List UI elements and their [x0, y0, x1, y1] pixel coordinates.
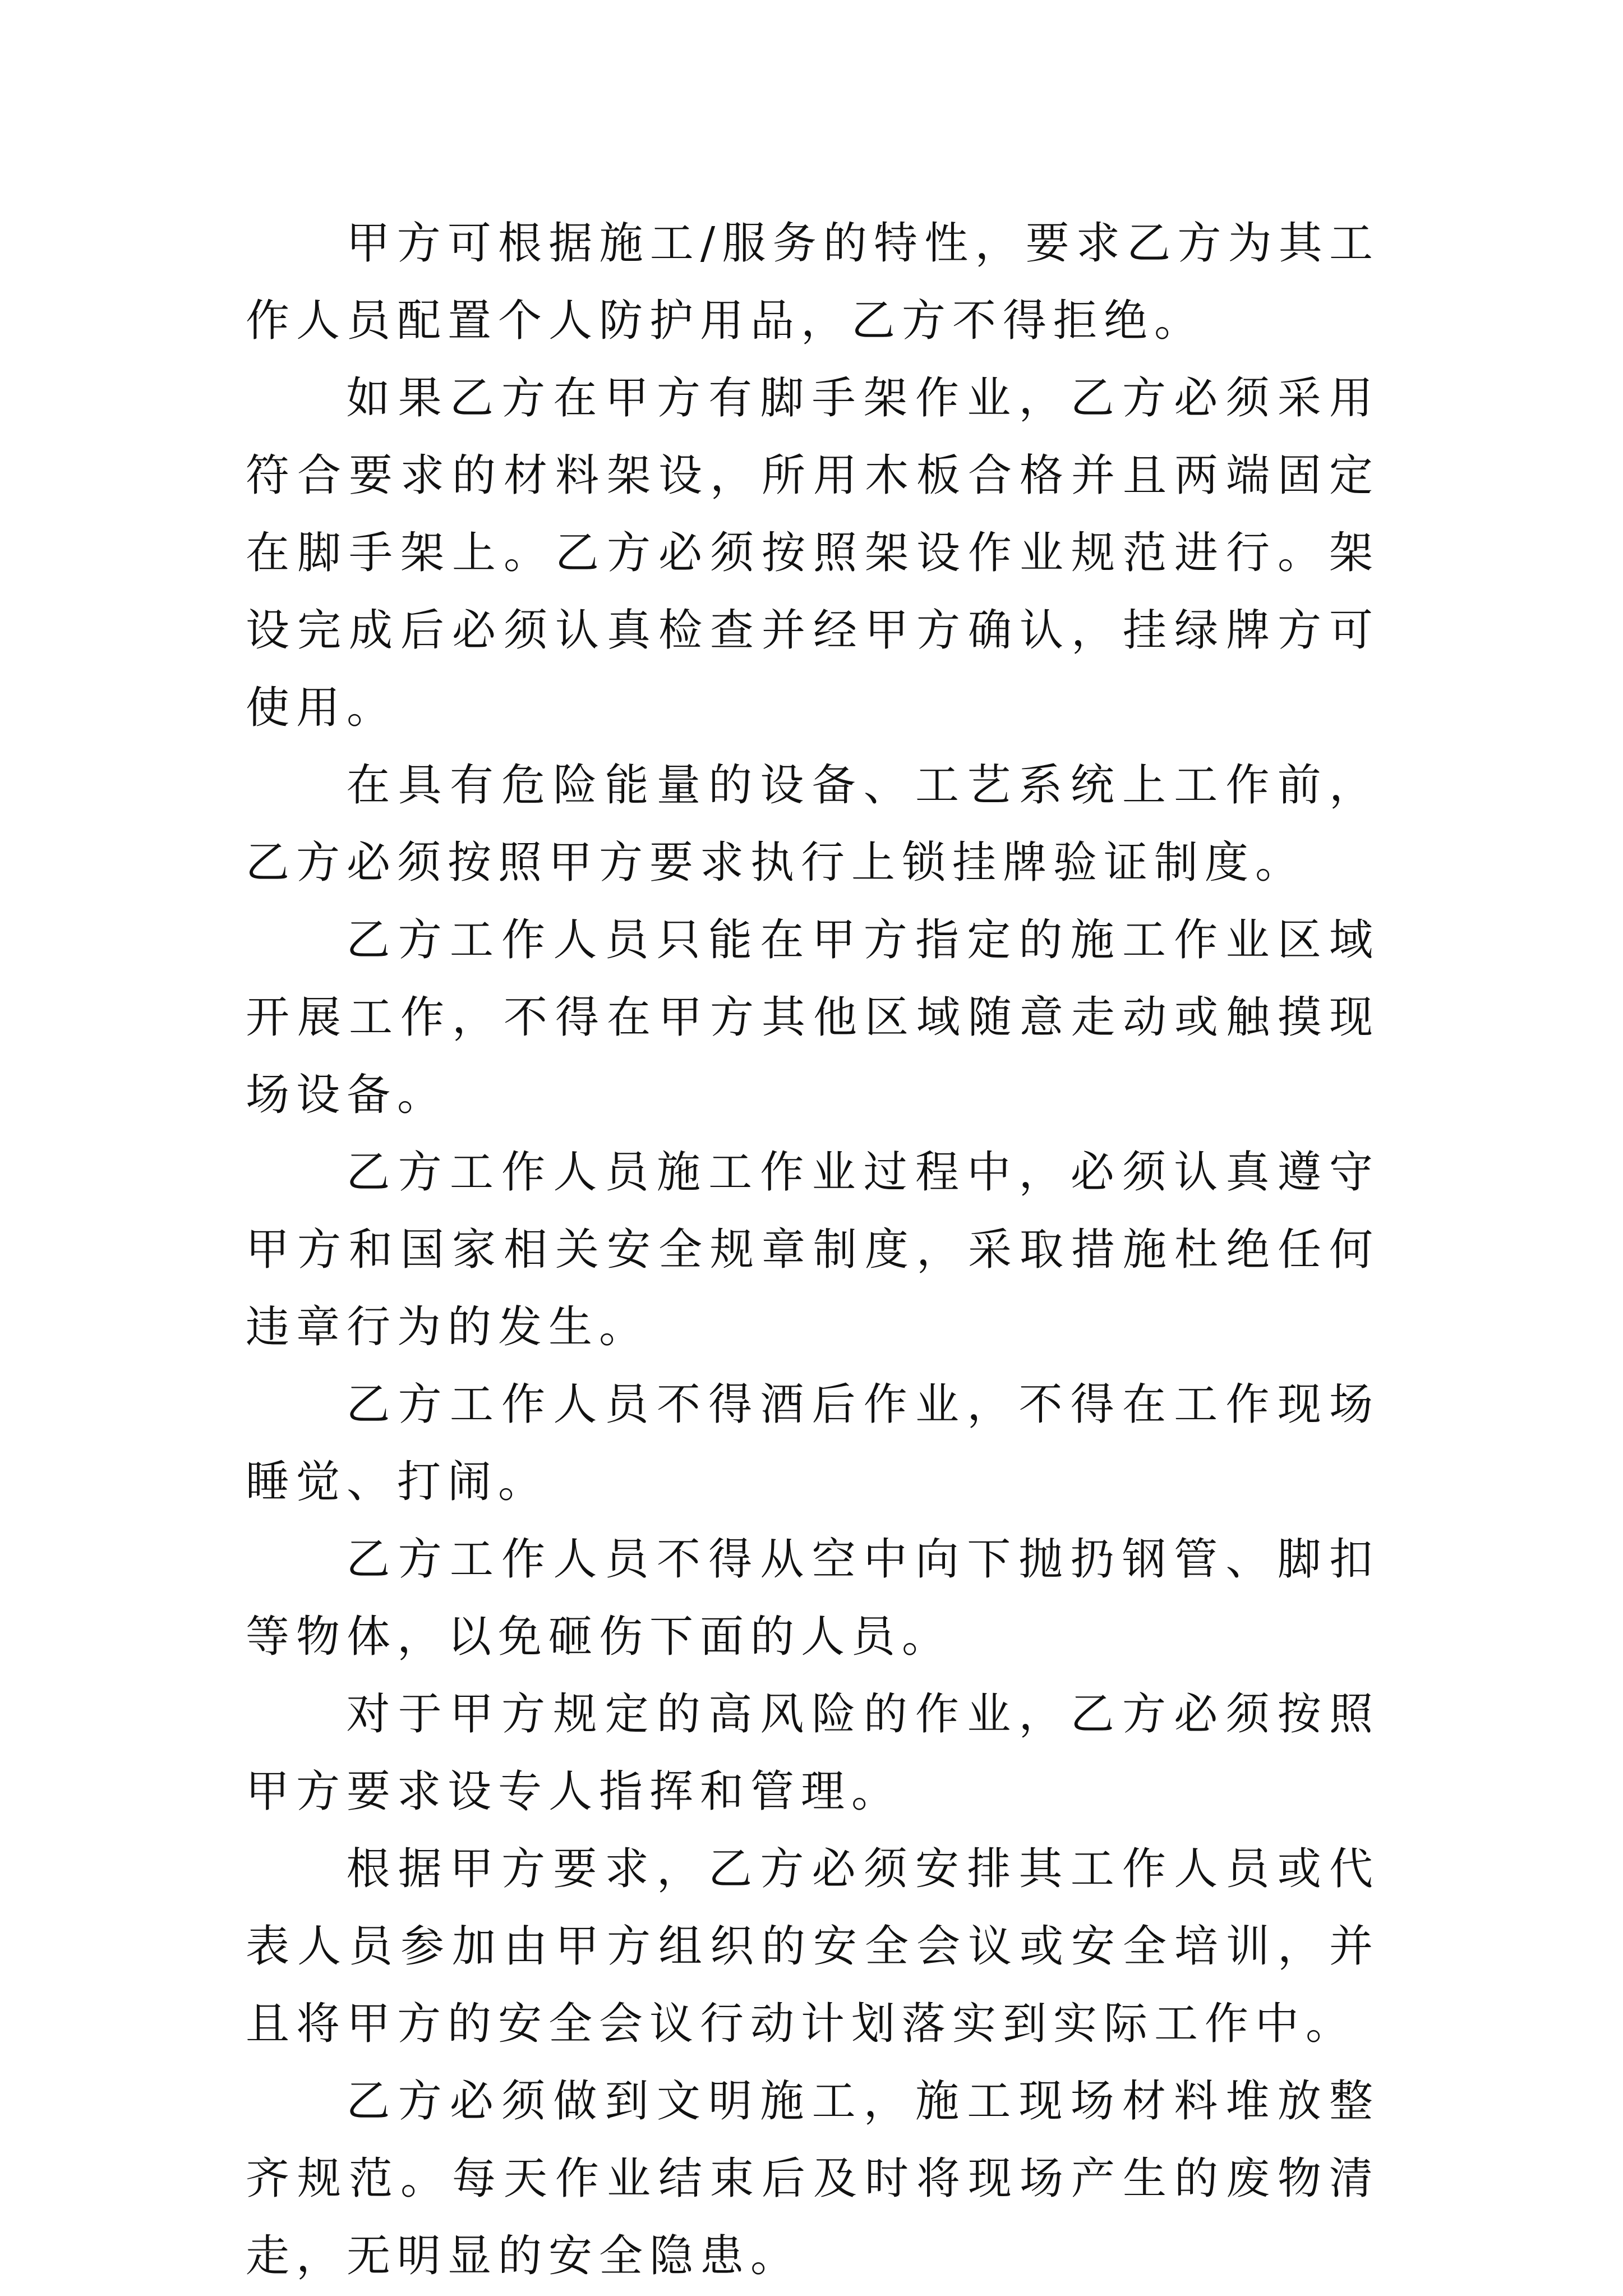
paragraph-no-alcohol: 乙方工作人员不得酒后作业，不得在工作现场睡觉、打闹。: [246, 1379, 1380, 1507]
paragraph-safety-rules: 乙方工作人员施工作业过程中，必须认真遵守甲方和国家相关安全规章制度，采取措施杜绝任何违章行为的发生。: [246, 1147, 1380, 1352]
paragraph-high-risk: 对于甲方规定的高风险的作业，乙方必须按照甲方要求设专人指挥和管理。: [246, 1689, 1380, 1817]
document-body: [246, 205, 1380, 2295]
paragraph-ppe: 甲方可根据施工/服务的特性，要求乙方为其工作人员配置个人防护用品，乙方不得拒绝。: [246, 218, 1380, 346]
paragraph-lockout-tagout: 在具有危险能量的设备、工艺系统上工作前，乙方必须按照甲方要求执行上锁挂牌验证制度。: [246, 760, 1380, 888]
paragraph-scaffolding: 如果乙方在甲方有脚手架作业，乙方必须采用符合要求的材料架设，所用木板合格并且两端固定在脚手架上。乙方必须按照架设作业规范进行。架设完成后必须认真检查并经甲方确认，挂绿牌方可使用。: [246, 373, 1380, 733]
paragraph-no-throwing: 乙方工作人员不得从空中向下抛扔钢管、脚扣等物体，以免砸伤下面的人员。: [246, 1534, 1380, 1662]
paragraph-work-area: 乙方工作人员只能在甲方指定的施工作业区域开展工作，不得在甲方其他区域随意走动或触摸现场设备。: [246, 915, 1380, 1120]
paragraph-safety-meetings: 根据甲方要求，乙方必须安排其工作人员或代表人员参加由甲方组织的安全会议或安全培训，并且将甲方的安全会议行动计划落实到实际工作中。: [246, 1844, 1380, 2049]
paragraph-civilized-construction: 乙方必须做到文明施工，施工现场材料堆放整齐规范。每天作业结束后及时将现场产生的废物清走，无明显的安全隐患。: [246, 2076, 1380, 2281]
